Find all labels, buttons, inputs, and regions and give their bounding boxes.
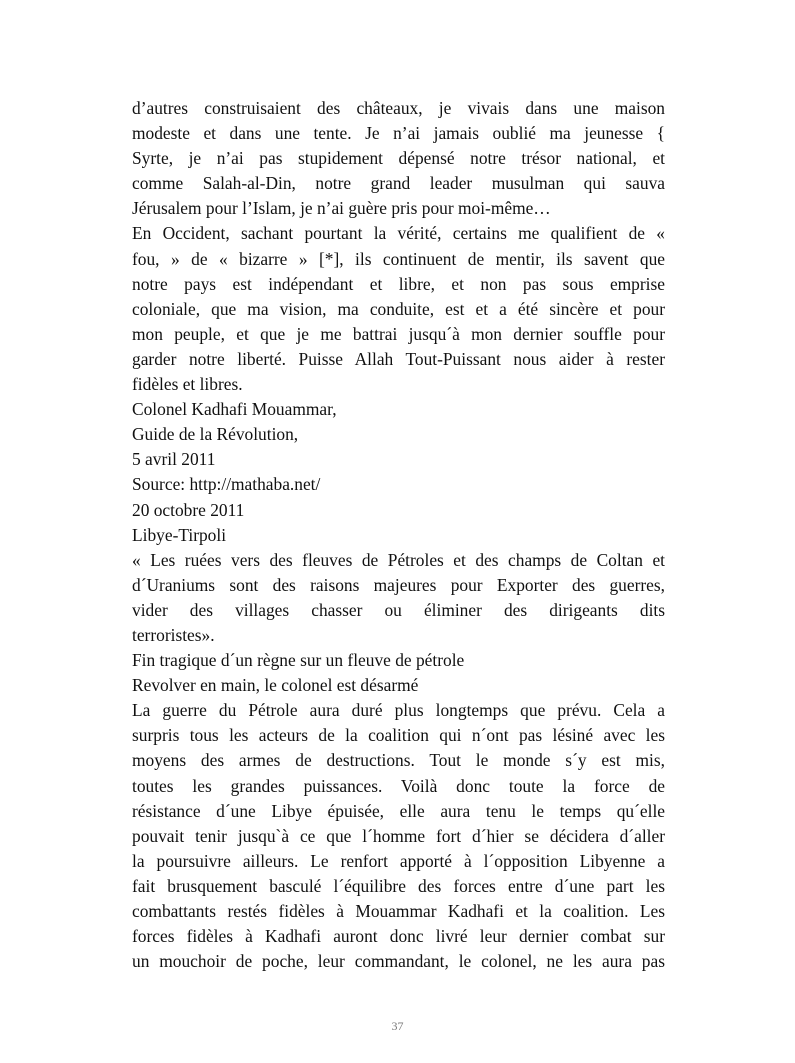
text-line: fou, » de « bizarre » [*], ils continuent de mentir, ils savent que: [132, 248, 665, 269]
text-line: coloniale, que ma vision, ma conduite, est et a été sincère et pour: [132, 298, 665, 319]
text-line: notre pays est indépendant et libre, et non pas sous emprise: [132, 273, 665, 294]
text-line: vider des villages chasser ou éliminer des dirigeants dits: [132, 599, 665, 620]
text-line: comme Salah-al-Din, notre grand leader musulman qui sauva: [132, 173, 665, 194]
text-line: pouvait tenir jusqu`à ce que l´homme fort d´hier se décidera d´aller: [132, 825, 665, 846]
text-line: d’autres construisaient des châteaux, je vivais dans une maison: [132, 98, 665, 118]
text-line: Jérusalem pour l’Islam, je n’ai guère pris pour moi-même…: [132, 198, 551, 219]
text-line: modeste et dans une tente. Je n’ai jamais oublié ma jeunesse {: [132, 123, 665, 144]
text-line: surpris tous les acteurs de la coalition qui n´ont pas lésiné avec les: [132, 725, 665, 746]
text-line: terroristes».: [132, 624, 215, 645]
page-number: 37: [391, 1019, 404, 1033]
text-line: d´Uraniums sont des raisons majeures pour Exporter des guerres,: [132, 574, 665, 595]
text-line: résistance d´une Libye épuisée, elle aura tenu le temps qu´elle: [132, 800, 665, 821]
text-line: Source: http://mathaba.net/: [132, 474, 321, 495]
text-line: toutes les grandes puissances. Voilà donc toute la force de: [132, 775, 665, 796]
text-line: fait brusquement basculé l´équilibre des forces entre d´une part les: [132, 875, 665, 896]
text-line: garder notre liberté. Puisse Allah Tout-Puissant nous aider à rester: [132, 348, 665, 369]
text-line: En Occident, sachant pourtant la vérité, certains me qualifient de «: [132, 223, 665, 244]
text-line: 20 octobre 2011: [132, 499, 245, 520]
text-line: moyens des armes de destructions. Tout le monde s´y est mis,: [132, 750, 665, 771]
text-line: Colonel Kadhafi Mouammar,: [132, 399, 337, 420]
text-line: Revolver en main, le colonel est désarmé: [132, 675, 419, 696]
text-line: mon peuple, et que je me battrai jusqu´à mon dernier souffle pour: [132, 323, 665, 344]
text-line: forces fidèles à Kadhafi auront donc livré leur dernier combat sur: [132, 926, 665, 947]
text-line: un mouchoir de poche, leur commandant, le colonel, ne les aura pas: [132, 951, 665, 972]
text-line: Syrte, je n’ai pas stupidement dépensé notre trésor national, et: [132, 148, 665, 169]
text-line: 5 avril 2011: [132, 449, 216, 470]
text-line: combattants restés fidèles à Mouammar Kadhafi et la coalition. Les: [132, 901, 665, 921]
text-line: la poursuivre ailleurs. Le renfort apporté à l´opposition Libyenne a: [132, 850, 665, 871]
text-line: Guide de la Révolution,: [132, 424, 299, 445]
body-text: [132, 96, 665, 974]
text-line: Fin tragique d´un règne sur un fleuve de pétrole: [132, 650, 465, 671]
text-line: Libye-Tirpoli: [132, 524, 227, 545]
text-line: « Les ruées vers des fleuves de Pétroles et des champs de Coltan et: [132, 549, 665, 570]
text-line: La guerre du Pétrole aura duré plus longtemps que prévu. Cela a: [132, 700, 665, 721]
document-page: [132, 96, 665, 974]
text-line: fidèles et libres.: [132, 374, 243, 395]
